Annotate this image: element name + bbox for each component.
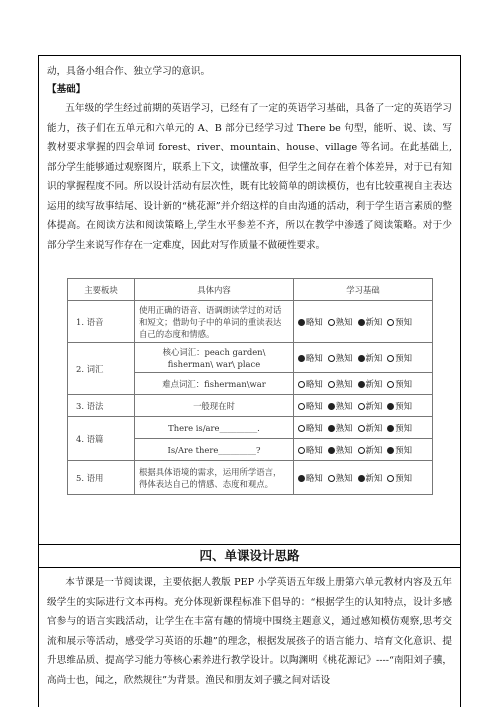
basis-option[interactable]: [298, 316, 323, 328]
learning-basis-table: [67, 278, 433, 495]
basis-option[interactable]: [387, 472, 412, 484]
empty-circle-icon: [328, 381, 335, 388]
option-label: 熟知: [335, 422, 353, 433]
empty-circle-icon: [358, 447, 365, 454]
empty-circle-icon: [387, 319, 394, 326]
basis-option[interactable]: [328, 422, 353, 434]
option-label: 略知: [306, 444, 323, 455]
option-label: 预知: [395, 422, 412, 433]
basis-option[interactable]: [298, 472, 323, 484]
basis-option[interactable]: [387, 316, 412, 328]
option-label: 熟知: [335, 352, 353, 363]
basis-option[interactable]: [358, 422, 383, 434]
empty-circle-icon: [387, 381, 394, 388]
filled-circle-icon: [298, 319, 305, 326]
basis-options-cell: [294, 439, 433, 461]
basis-option[interactable]: [387, 352, 412, 364]
filled-circle-icon: [328, 425, 335, 432]
basis-option[interactable]: [298, 352, 323, 364]
basis-option[interactable]: [298, 378, 323, 390]
intro-tail-text: 动，具备小组合作、独立学习的意识。: [47, 66, 211, 77]
option-label: 预知: [395, 316, 412, 327]
filled-circle-icon: [358, 381, 365, 388]
option-label: 新知: [365, 422, 383, 433]
basis-options-cell: [294, 343, 433, 373]
content-cell: 难点词汇：fisherman\war: [135, 373, 294, 395]
empty-circle-icon: [298, 381, 305, 388]
basis-option[interactable]: [328, 400, 353, 412]
header-module: 主要板块: [68, 279, 135, 301]
option-label: 略知: [306, 352, 323, 363]
basics-paragraph: 五年级的学生经过前期的英语学习，已经有了一定的英语学习基础，具备了一定的英语学习能力，孩子们在五单元和六单元的 A、B 部分已经学习过 There be 句型，能听、说、读、写教材要求掌握的四会单词 forest、river、mountain、house、village 等名词。在此基础上,部分学生能够通过观察图片，联系上下文，读懂故事，但学生之间存在着个体差异，对于已有知识的掌握程度不同。所以设计活动有层次性，既有比较简单的朗读模仿，也有比较重视自主表达运用的续写故事结尾、设计新的“桃花源”并介绍这样的自由沟通的活动，利于学生语言素质的整体提高。在阅读方法和阅读策略上,学生水平参差不齐，所以在教学中渗透了阅读策略。对于少部分学生来说写作存在一定难度，因此对写作质量不做硬性要求。: [47, 103, 452, 251]
empty-circle-icon: [387, 475, 394, 482]
lesson-plan-frame: [38, 55, 461, 707]
basis-option[interactable]: [358, 378, 383, 390]
filled-circle-icon: [387, 447, 394, 454]
empty-circle-icon: [298, 403, 305, 410]
header-basis: 学习基础: [294, 279, 433, 301]
basis-options-cell: [294, 301, 433, 343]
option-label: 新知: [365, 472, 383, 483]
content-cell: There is/are_________.: [135, 417, 294, 439]
option-label: 预知: [395, 400, 412, 411]
content-cell: 使用正确的语音、语调朗读学过的对话和短文；借助句子中的单词的重读表达自己的态度和情感。: [135, 301, 294, 343]
empty-circle-icon: [298, 447, 305, 454]
basis-options-cell: [294, 417, 433, 439]
option-label: 熟知: [335, 472, 353, 483]
empty-circle-icon: [328, 355, 335, 362]
design-paragraph: 本节课是一节阅读课，主要依据人教版 PEP 小学英语五年级上册第六单元教材内容及五年级学生的实际进行文本再构。充分体现新课程标准下倡导的：“根据学生的认知特点，设计多感官参与的语言实践活动，让学生在丰富有趣的情境中围绕主题意义，通过感知模仿观察,思考交流和展示等活动，感受学习英语的乐趣”的理念，根据发展孩子的语言能力、培育文化意识、提升思维品质、提高学习能力等核心素养进行教学设计。以陶渊明《桃花源记》----“南阳刘子骥，高尚士也，闻之，欣然规往”为背景。渔民和朋友刘子骥之间对话设: [47, 577, 452, 686]
basics-heading: 【基础】: [47, 84, 86, 95]
basis-option[interactable]: [387, 422, 412, 434]
filled-circle-icon: [358, 475, 365, 482]
basis-option[interactable]: [358, 472, 383, 484]
basis-option[interactable]: [358, 444, 383, 456]
basis-option[interactable]: [298, 400, 323, 412]
basis-option[interactable]: [358, 316, 383, 328]
basis-option[interactable]: [298, 444, 323, 456]
module-cell: 1. 语音: [68, 301, 135, 343]
option-label: 熟知: [335, 444, 353, 455]
content-cell: 根据具体语境的需求，运用所学语言，得体表达自己的情感、态度和观点。: [135, 461, 294, 495]
option-label: 略知: [306, 316, 323, 327]
basis-option[interactable]: [358, 400, 383, 412]
filled-circle-icon: [387, 403, 394, 410]
filled-circle-icon: [358, 355, 365, 362]
basis-option[interactable]: [298, 422, 323, 434]
basis-options-cell: [294, 373, 433, 395]
basis-option[interactable]: [387, 444, 412, 456]
option-label: 略知: [306, 378, 323, 389]
option-label: 略知: [306, 472, 323, 483]
content-cell: 核心词汇：peach garden\ fisherman\ war\ place: [135, 343, 294, 373]
empty-circle-icon: [358, 403, 365, 410]
empty-circle-icon: [358, 425, 365, 432]
filled-circle-icon: [328, 403, 335, 410]
content-cell: 一般现在时: [135, 395, 294, 417]
option-label: 熟知: [335, 400, 353, 411]
empty-circle-icon: [387, 355, 394, 362]
basis-options-cell: [294, 395, 433, 417]
empty-circle-icon: [298, 425, 305, 432]
option-label: 新知: [365, 444, 383, 455]
basis-option[interactable]: [328, 316, 353, 328]
option-label: 预知: [395, 472, 412, 483]
filled-circle-icon: [387, 425, 394, 432]
table-header-row: [68, 279, 433, 301]
module-cell: 3. 语法: [68, 395, 135, 417]
option-label: 略知: [306, 422, 323, 433]
filled-circle-icon: [328, 447, 335, 454]
table-row: [68, 461, 433, 495]
filled-circle-icon: [358, 319, 365, 326]
module-cell: 4. 语篇: [68, 417, 135, 461]
basis-option[interactable]: [387, 378, 412, 390]
option-label: 预知: [395, 378, 412, 389]
option-label: 新知: [365, 400, 383, 411]
basis-option[interactable]: [328, 472, 353, 484]
header-content: 具体内容: [135, 279, 294, 301]
option-label: 新知: [365, 316, 383, 327]
module-cell: 2. 词汇: [68, 343, 135, 395]
basis-options-cell: [294, 461, 433, 495]
empty-circle-icon: [328, 475, 335, 482]
basis-option[interactable]: [328, 444, 353, 456]
option-label: 新知: [365, 352, 383, 363]
table-row: [68, 417, 433, 439]
basis-option[interactable]: [358, 352, 383, 364]
module-cell: 5. 语用: [68, 461, 135, 495]
section-title: 四、单课设计思路: [39, 544, 460, 568]
option-label: 熟知: [335, 378, 353, 389]
empty-circle-icon: [328, 319, 335, 326]
option-label: 预知: [395, 444, 412, 455]
basis-option[interactable]: [387, 400, 412, 412]
option-label: 预知: [395, 352, 412, 363]
content-cell: Is/Are there_________?: [135, 439, 294, 461]
filled-circle-icon: [298, 475, 305, 482]
option-label: 新知: [365, 378, 383, 389]
table-row: [68, 343, 433, 373]
option-label: 熟知: [335, 316, 353, 327]
basis-option[interactable]: [328, 352, 353, 364]
table-row: [68, 395, 433, 417]
filled-circle-icon: [298, 355, 305, 362]
option-label: 略知: [306, 400, 323, 411]
basis-option[interactable]: [328, 378, 353, 390]
table-row: [68, 301, 433, 343]
